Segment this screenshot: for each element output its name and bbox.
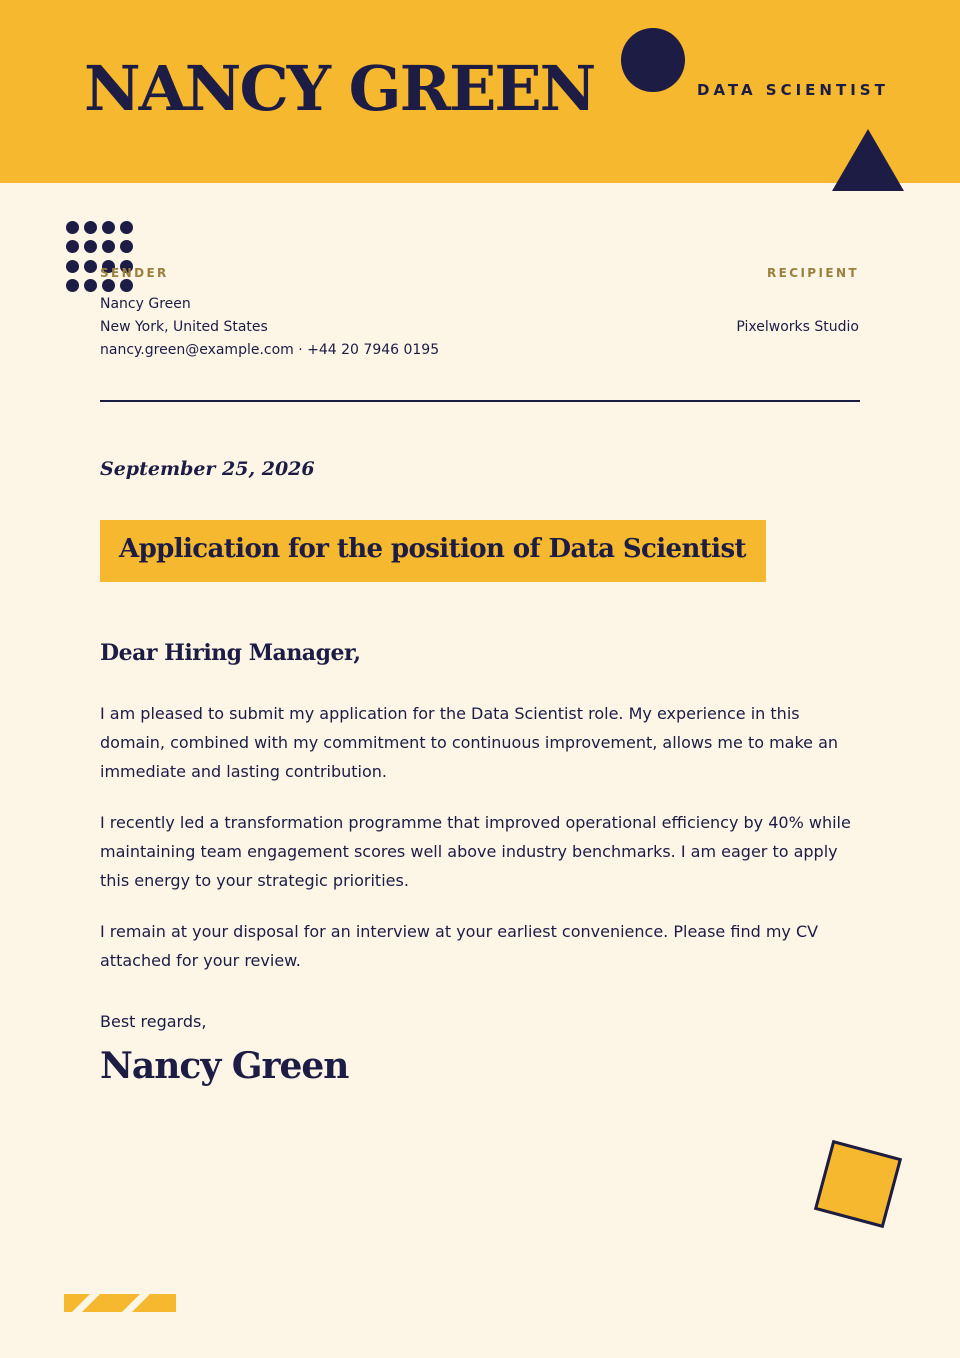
sender-label: SENDER [100,266,169,280]
job-title: DATA SCIENTIST [697,81,889,99]
divider [100,400,860,402]
subject-banner [100,520,766,582]
stripe-decoration [64,1294,176,1312]
dot-grid-decoration [66,221,138,293]
signature: Nancy Green [100,1045,349,1087]
recipient-company: Pixelworks Studio [736,319,859,335]
recipient-label: RECIPIENT [767,266,859,280]
sender-name: Nancy Green [100,296,191,312]
closing: Best regards, [100,1012,207,1031]
letter-date: September 25, 2026 [100,458,315,480]
body-paragraph-3: I remain at your disposal for an interview at your earliest convenience. Please find my CV attached for your review. [100,922,819,970]
sender-location: New York, United States [100,319,268,335]
header-banner [0,0,960,183]
body-paragraph-2: I recently led a transformation programme that improved operational efficiency by 40% while maintaining team engagement scores well above industry benchmarks. I am eager to apply this energy to your strategic priorities. [100,813,851,890]
square-decoration [814,1140,902,1228]
letter-subject: Application for the position of Data Scientist [119,534,746,564]
triangle-decoration [832,129,904,191]
sender-contact: nancy.green@example.com · +44 20 7946 0195 [100,342,440,358]
applicant-name: NANCY GREEN [84,52,595,125]
body-paragraph-1: I am pleased to submit my application for the Data Scientist role. My experience in this domain, combined with my commitment to continuous improvement, allows me to make an immediate and lasting contribution. [100,704,839,781]
circle-decoration [621,28,685,92]
greeting: Dear Hiring Manager, [100,640,361,666]
